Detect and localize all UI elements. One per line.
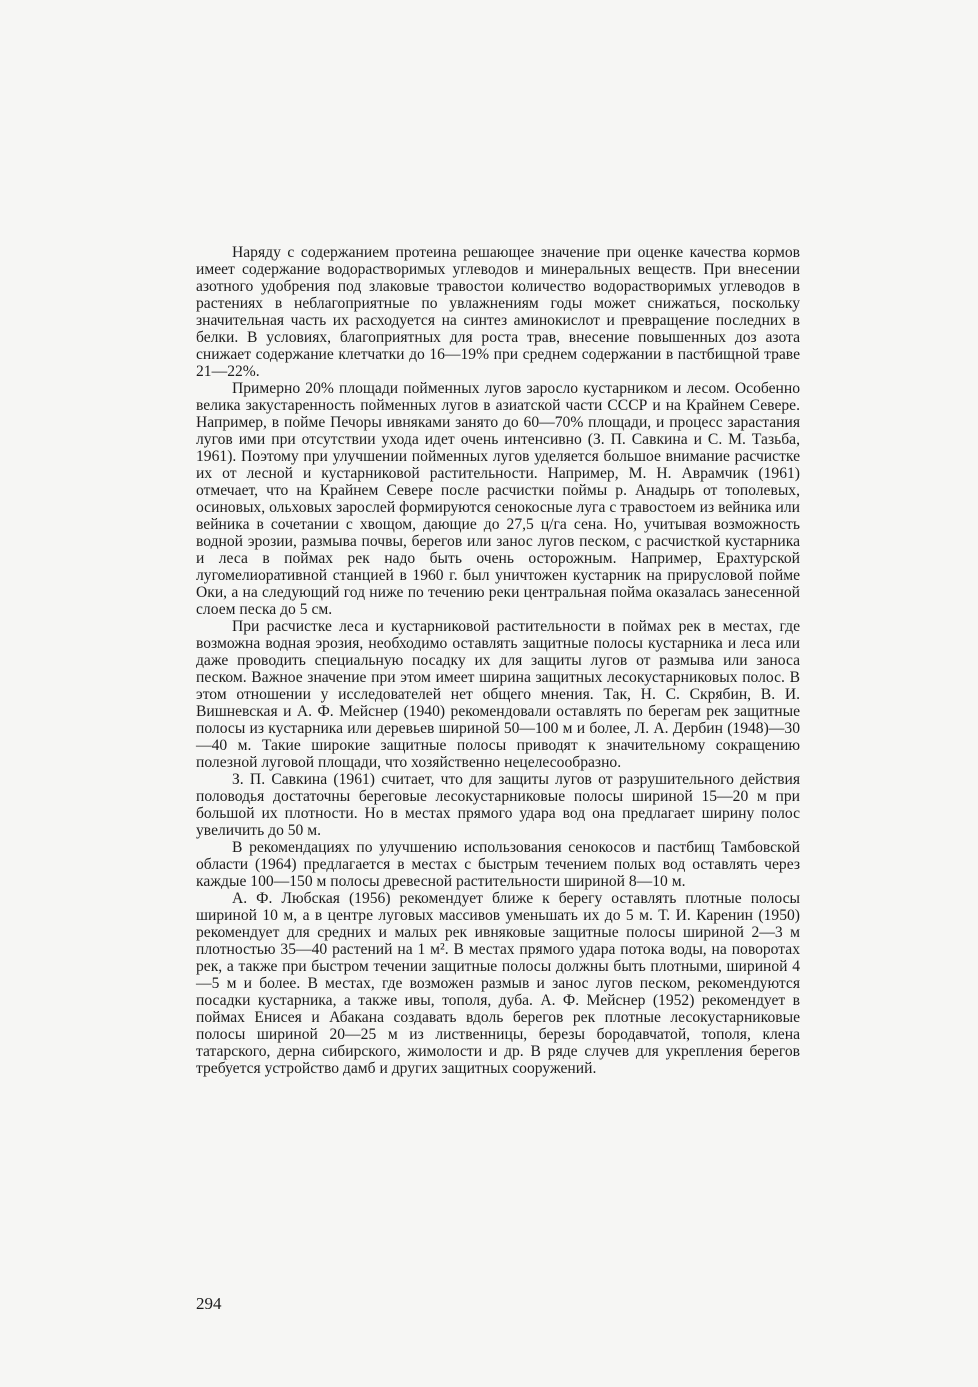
- paragraph-4: З. П. Савкина (1961) считает, что для защиты лугов от разрушительного действия половодья достаточны береговые лесокустарниковые полосы шириной 15—20 м при большой их плотности. Но в местах прямого удара вод она предлагает ширину полос увеличить до 50 м.: [196, 771, 800, 839]
- paragraph-6: А. Ф. Любская (1956) рекомендует ближе к берегу оставлять плотные полосы шириной 10 м, а в центре луговых массивов уменьшать их до 5 м. Т. И. Каренин (1950) рекомендует для средних и малых рек ивняковые защитные полосы шириной 2—3 м плотностью 35—40 растений на 1 м². В местах прямого удара потока воды, на поворотах рек, а также при быстром течении защитные полосы должны быть плотными, шириной 4—5 м и более. В местах, где возможен размыв и занос лугов песком, рекомендуются посадки кустарника, а также ивы, тополя, дуба. А. Ф. Мейснер (1952) рекомендует в поймах Енисея и Абакана создавать вдоль берегов рек плотные лесокустарниковые полосы шириной 20—25 м из лиственницы, березы бородавчатой, тополя, клена татарского, дерна сибирского, жимолости и др. В ряде случев для укрепления берегов требуется устройство дамб и других защитных сооружений.: [196, 890, 800, 1077]
- paragraph-5: В рекомендациях по улучшению использования сенокосов и пастбищ Тамбовской области (1964) предлагается в местах с быстрым течением полых вод оставлять через каждые 100—150 м полосы древесной растительности шириной 8—10 м.: [196, 839, 800, 890]
- paragraph-1: Наряду с содержанием протеина решающее значение при оценке качества кормов имеет содержание водорастворимых углеводов и минеральных веществ. При внесении азотного удобрения под злаковые травостои количество водорастворимых углеводов в растениях в неблагоприятные по увлажнениям годы может снижаться, поскольку значительная часть их расходуется на синтез аминокислот и превращение последних в белки. В условиях, благоприятных для роста трав, внесение повышенных доз азота снижает содержание клетчатки до 16—19% при среднем содержании в пастбищной траве 21—22%.: [196, 244, 800, 380]
- paragraph-3: При расчистке леса и кустарниковой растительности в поймах рек в местах, где возможна водная эрозия, необходимо оставлять защитные полосы кустарника и леса или даже проводить специальную посадку их для защиты лугов от размыва или заноса песком. Важное значение при этом имеет ширина защитных лесокустарниковых полос. В этом отношении у исследователей нет общего мнения. Так, Н. С. Скрябин, В. И. Вишневская и А. Ф. Мейснер (1940) рекомендовали оставлять по берегам рек защитные полосы из кустарника или деревьев шириной 50—100 м и более, Л. А. Дербин (1948)—30—40 м. Такие широкие защитные полосы приводят к значительному сокращению полезной луговой площади, что хозяйственно нецелесообразно.: [196, 618, 800, 771]
- paragraph-2: Примерно 20% площади пойменных лугов заросло кустарником и лесом. Особенно велика закустаренность пойменных лугов в азиатской части СССР и на Крайнем Севере. Например, в пойме Печоры ивняками занято до 60—70% площади, и процесс зарастания лугов ими при отсутствии ухода идет очень интенсивно (З. П. Савкина и С. М. Тазьба, 1961). Поэтому при улучшении пойменных лугов уделяется большое внимание расчистке их от лесной и кустарниковой растительности. Например, М. Н. Аврамчик (1961) отмечает, что на Крайнем Севере после расчистки поймы р. Анадырь от тополевых, осиновых, ольховых зарослей формируются сенокосные луга с травостоем из вейника или вейника в сочетании с хвощом, дающие до 27,5 ц/га сена. Но, учитывая возможность водной эрозии, размыва почвы, берегов или занос лугов песком, с расчисткой кустарника и леса в поймах рек надо быть очень осторожным. Например, Ерахтурской лугомелиоративной станцией в 1960 г. был уничтожен кустарник на прирусловой пойме Оки, а на следующий год ниже по течению реки центральная пойма оказалась занесенной слоем песка до 5 см.: [196, 380, 800, 618]
- body-text: [196, 244, 800, 1077]
- page-number: 294: [196, 1294, 222, 1313]
